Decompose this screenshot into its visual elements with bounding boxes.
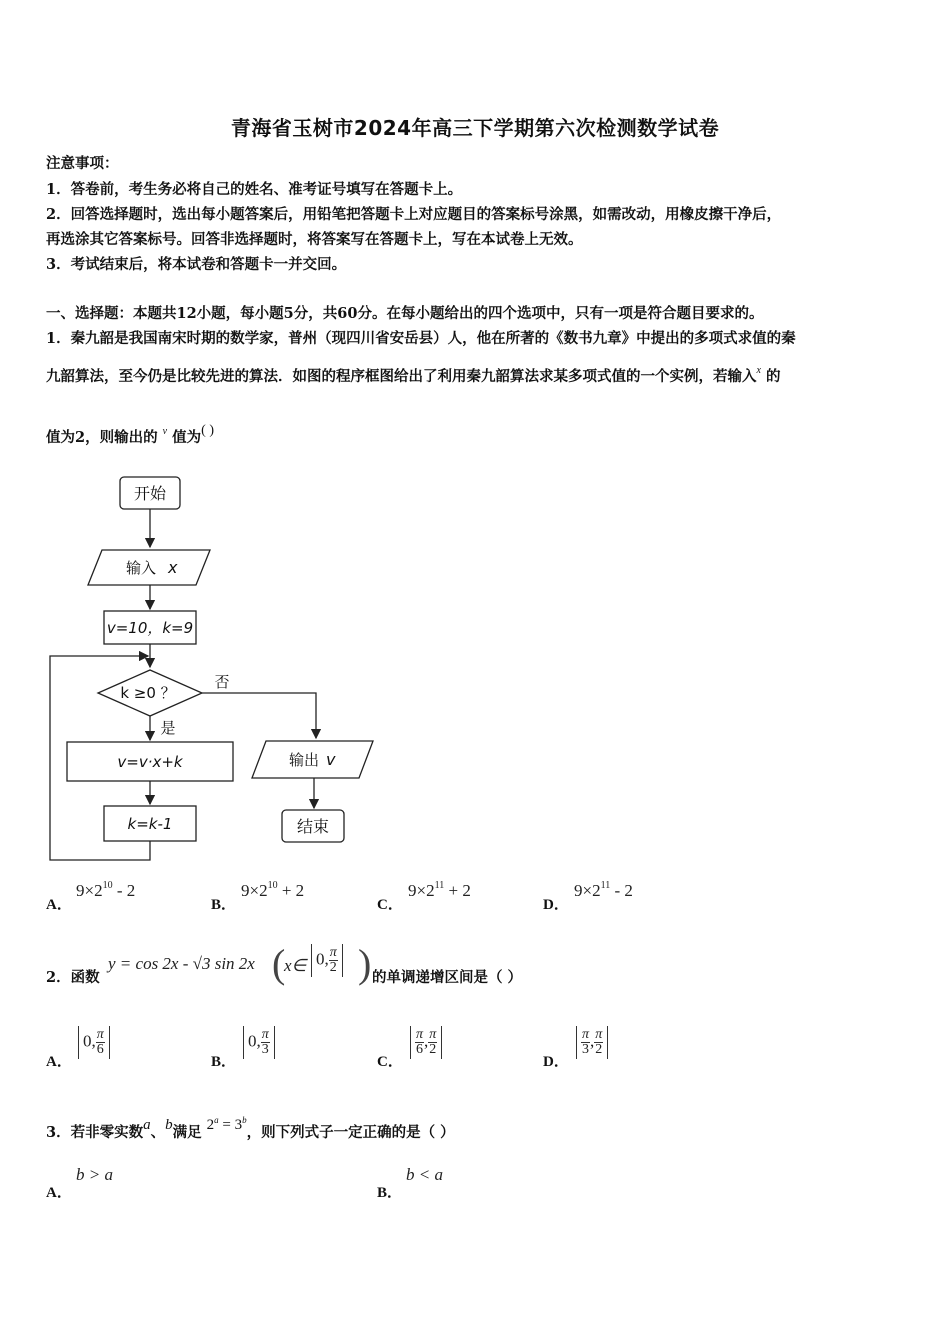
q1-option-c-letter: C． (377, 897, 403, 913)
q2-option-d-lnum: π (582, 1027, 590, 1042)
q3-mid: 满足 (172, 1124, 202, 1141)
q3-eq-exp2: b (242, 1115, 247, 1125)
q2-domain-left: 0, (316, 949, 329, 969)
q2-domain-bracket (311, 944, 343, 977)
q3-line (46, 1115, 455, 1142)
q1-line-2-end: 的 (766, 368, 781, 385)
q1-option-c (408, 881, 471, 901)
q1-option-a-base: 9×2 (76, 881, 103, 900)
q1-option-a-exp: 10 (102, 880, 113, 891)
q3-sep: 、 (150, 1124, 166, 1141)
q2-option-d-lden: 3 (582, 1042, 589, 1057)
flow-start-label: 开始 (133, 484, 167, 503)
q1-option-b-tail: + 2 (277, 881, 305, 900)
q1-option-b-letter: B． (211, 897, 237, 913)
q1-option-c-base: 9×2 (408, 881, 435, 900)
q2-domain-interval (311, 944, 343, 977)
q3-eq-mid: = 3 (218, 1117, 243, 1133)
q2-option-a-den: 6 (96, 1042, 104, 1057)
flow-condition-label: k ≥0 ？ (120, 684, 176, 702)
q1-option-c-tail: + 2 (444, 881, 471, 900)
q1-line-3-end: 值为 (172, 429, 202, 446)
q2-option-b (243, 1026, 275, 1059)
q1-option-d (574, 881, 633, 901)
flow-output-var: v (326, 750, 336, 769)
notice-item-1: 1．答卷前，考生务必将自己的姓名、准考证号填写在答题卡上。 (46, 181, 463, 198)
flow-output-label: 输出 (288, 751, 320, 769)
q1-line-3-text: 值为2，则输出的 (46, 429, 158, 446)
q3-option-a-letter: A． (46, 1185, 72, 1201)
q3-option-b: b < a (406, 1165, 443, 1184)
q3-eq-exp1: a (214, 1115, 219, 1125)
q1-option-b-exp: 10 (267, 880, 278, 891)
flow-input-label: 输入 (125, 559, 157, 577)
q2-suffix: 的单调递增区间是（ ） (372, 969, 523, 986)
q1-option-d-exp: 11 (600, 880, 611, 891)
q1-var-v: v (162, 426, 168, 437)
q2-paren-right: ) (358, 941, 372, 986)
q2-option-a-letter: A． (46, 1054, 72, 1070)
q1-var-x: x (756, 365, 761, 376)
q3-prefix: 3．若非零实数 (46, 1124, 144, 1141)
q2-option-a (78, 1026, 110, 1059)
q3-var-b: b (165, 1117, 173, 1133)
q2-option-b-left: 0, (248, 1031, 261, 1051)
q2-option-a-num: π (96, 1027, 104, 1042)
q3-eq-base1: 2 (206, 1117, 215, 1133)
flow-yes-label: 是 (160, 719, 176, 737)
q1-option-c-exp: 11 (434, 880, 445, 891)
flow-init-label: v=10，k=9 (106, 619, 194, 637)
q2-option-c: $\frac{\pi}{6}$ , $\frac{\pi}{2}$ (410, 1026, 442, 1059)
q1-option-d-tail: - 2 (610, 881, 633, 900)
q1-line-2-text: 九韶算法，至今仍是比较先进的算法．如图的程序框图给出了利用秦九韶算法求某多项式值的一个实例，若输入 (46, 368, 757, 385)
q2-option-b-letter: B． (211, 1054, 237, 1070)
q2-option-d: $\frac{\pi}{3}$ , $\frac{\pi}{2}$ (576, 1026, 608, 1059)
flow-input-var: x (168, 558, 178, 577)
q3-option-a: b > a (76, 1165, 113, 1184)
q2-option-d-letter: D． (543, 1054, 569, 1070)
q2-option-c-num: π (429, 1027, 437, 1042)
q2-option-c-lnum: π (416, 1027, 424, 1042)
q1-option-a (76, 881, 135, 901)
q1-option-b-base: 9×2 (241, 881, 268, 900)
q2-option-a-left: 0, (83, 1031, 96, 1051)
notice-item-2: 2．回答选择题时，选出每小题答案后，用铅笔把答题卡上对应题目的答案标号涂黑，如需改动，用橡皮擦干净后， (46, 206, 782, 223)
notice-item-2-cont: 再选涂其它答案标号。回答非选择题时，将答案写在答题卡上，写在本试卷上无效。 (46, 231, 583, 248)
q3-option-b-letter: B． (377, 1185, 403, 1201)
q2-paren-left: ( (272, 941, 286, 986)
flow-update-label: v=v·x+k (117, 753, 183, 771)
q2-option-b-den: 3 (261, 1042, 269, 1057)
q3-equation (207, 1117, 247, 1133)
q2-domain-num: π (329, 945, 337, 960)
q1-line-1: 1．秦九韶是我国南宋时期的数学家，普州（现四川省安岳县）人，他在所著的《数书九章》中提出的多项式求值的秦 (46, 330, 796, 347)
flow-no-label: 否 (214, 673, 230, 691)
q2-option-c-letter: C． (377, 1054, 403, 1070)
q3-suffix: ，则下列式子一定正确的是（ ） (246, 1124, 455, 1141)
q1-option-d-letter: D． (543, 897, 569, 913)
q2-option-d-den: 2 (595, 1042, 603, 1057)
q2-domain-frac (329, 946, 338, 975)
flow-decrement-label: k=k-1 (127, 815, 173, 833)
q2-domain-var: x∈ (284, 956, 307, 975)
q2-domain-den: 2 (329, 960, 337, 975)
section-heading: 一、选择题：本题共12小题，每小题5分，共60分。在每小题给出的四个选项中，只有一项是符合题目要求的。 (46, 305, 764, 322)
q1-option-b (241, 881, 304, 901)
q2-option-b-num: π (261, 1027, 269, 1042)
q3-var-a: a (143, 1117, 151, 1133)
q2-prefix: 2．函数 (46, 969, 100, 986)
notice-heading: 注意事项： (46, 155, 119, 172)
q1-option-a-letter: A． (46, 897, 72, 913)
q1-option-d-base: 9×2 (574, 881, 601, 900)
page-title: 青海省玉树市2024年高三下学期第六次检测数学试卷 (230, 116, 720, 140)
q2-option-d-num: π (595, 1027, 603, 1042)
q2-function: y = cos 2x - √3 sin 2x (108, 954, 255, 973)
q1-answer-paren: ( ) (201, 423, 214, 438)
q2-option-c-den: 2 (429, 1042, 437, 1057)
notice-item-3: 3．考试结束后，将本试卷和答题卡一并交回。 (46, 256, 347, 273)
q2-option-c-lden: 6 (416, 1042, 423, 1057)
q1-option-a-tail: - 2 (112, 881, 136, 900)
flow-end-label: 结束 (296, 817, 330, 836)
